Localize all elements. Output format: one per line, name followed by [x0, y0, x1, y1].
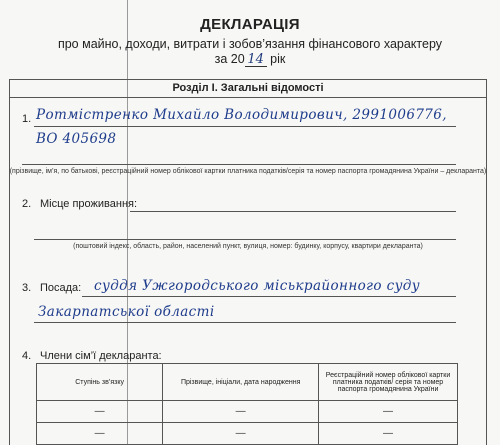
- year-line: [0, 52, 500, 67]
- table-cell: —: [163, 423, 319, 445]
- item2-label: Місце проживання:: [40, 198, 138, 210]
- year-prefix: за 20: [214, 52, 245, 66]
- column-header: Реєстраційний номер облікової картки платника податків/ серія та номер паспорта громадянина України: [319, 364, 458, 401]
- family-members-table: [36, 363, 458, 445]
- item2-note: (поштовий індекс, область, район, населений пункт, вулиця, номер: будинку, корпусу, квартири декларанта): [73, 243, 423, 250]
- year-value: 14: [245, 53, 267, 67]
- item3-handwriting-line2: Закарпатської області: [38, 304, 215, 320]
- item3-label: Посада:: [40, 282, 82, 294]
- item3-underline-1: [82, 296, 456, 297]
- item1-underline-1: [34, 126, 456, 127]
- column-header: Ступінь зв’язку: [37, 364, 163, 401]
- item1-handwriting-line2: ВО 405698: [36, 131, 117, 147]
- item2-number: 2.: [22, 198, 32, 210]
- column-header: Прізвище, ініціали, дата народження: [163, 364, 319, 401]
- item3-handwriting-line1: суддя Ужгородського міськрайонного суду: [94, 278, 420, 294]
- item1-handwriting-line1: Ротмістренко Михайло Володимирович, 2991006776,: [36, 107, 447, 123]
- table-row: [37, 423, 458, 445]
- table-header-row: [37, 364, 458, 401]
- item4-number: 4.: [22, 350, 32, 362]
- table-cell: —: [319, 401, 458, 423]
- item3-number: 3.: [22, 282, 32, 294]
- table-cell: —: [37, 423, 163, 445]
- item2-underline-2: [34, 239, 456, 240]
- table-cell: —: [163, 401, 319, 423]
- year-suffix: рік: [270, 52, 286, 66]
- item2-underline-1: [130, 211, 456, 212]
- item1-note: (прізвище, ім’я, по батькові, реєстраційний номер облікової картки платника податків/серія та номер паспорта громадянина України – декларанта): [9, 168, 487, 175]
- table-cell: —: [319, 423, 458, 445]
- document-title: ДЕКЛАРАЦІЯ: [200, 16, 300, 33]
- section-heading: Розділ І. Загальні відомості: [9, 79, 487, 98]
- item1-number: 1.: [22, 113, 32, 125]
- item3-underline-2: [34, 322, 456, 323]
- document-subtitle: про майно, доходи, витрати і зобов’язання фінансового характеру: [57, 37, 443, 51]
- item1-underline-2: [22, 164, 456, 165]
- item4-label: Члени сім’ї декларанта:: [40, 350, 162, 362]
- table-row: [37, 401, 458, 423]
- table-cell: —: [37, 401, 163, 423]
